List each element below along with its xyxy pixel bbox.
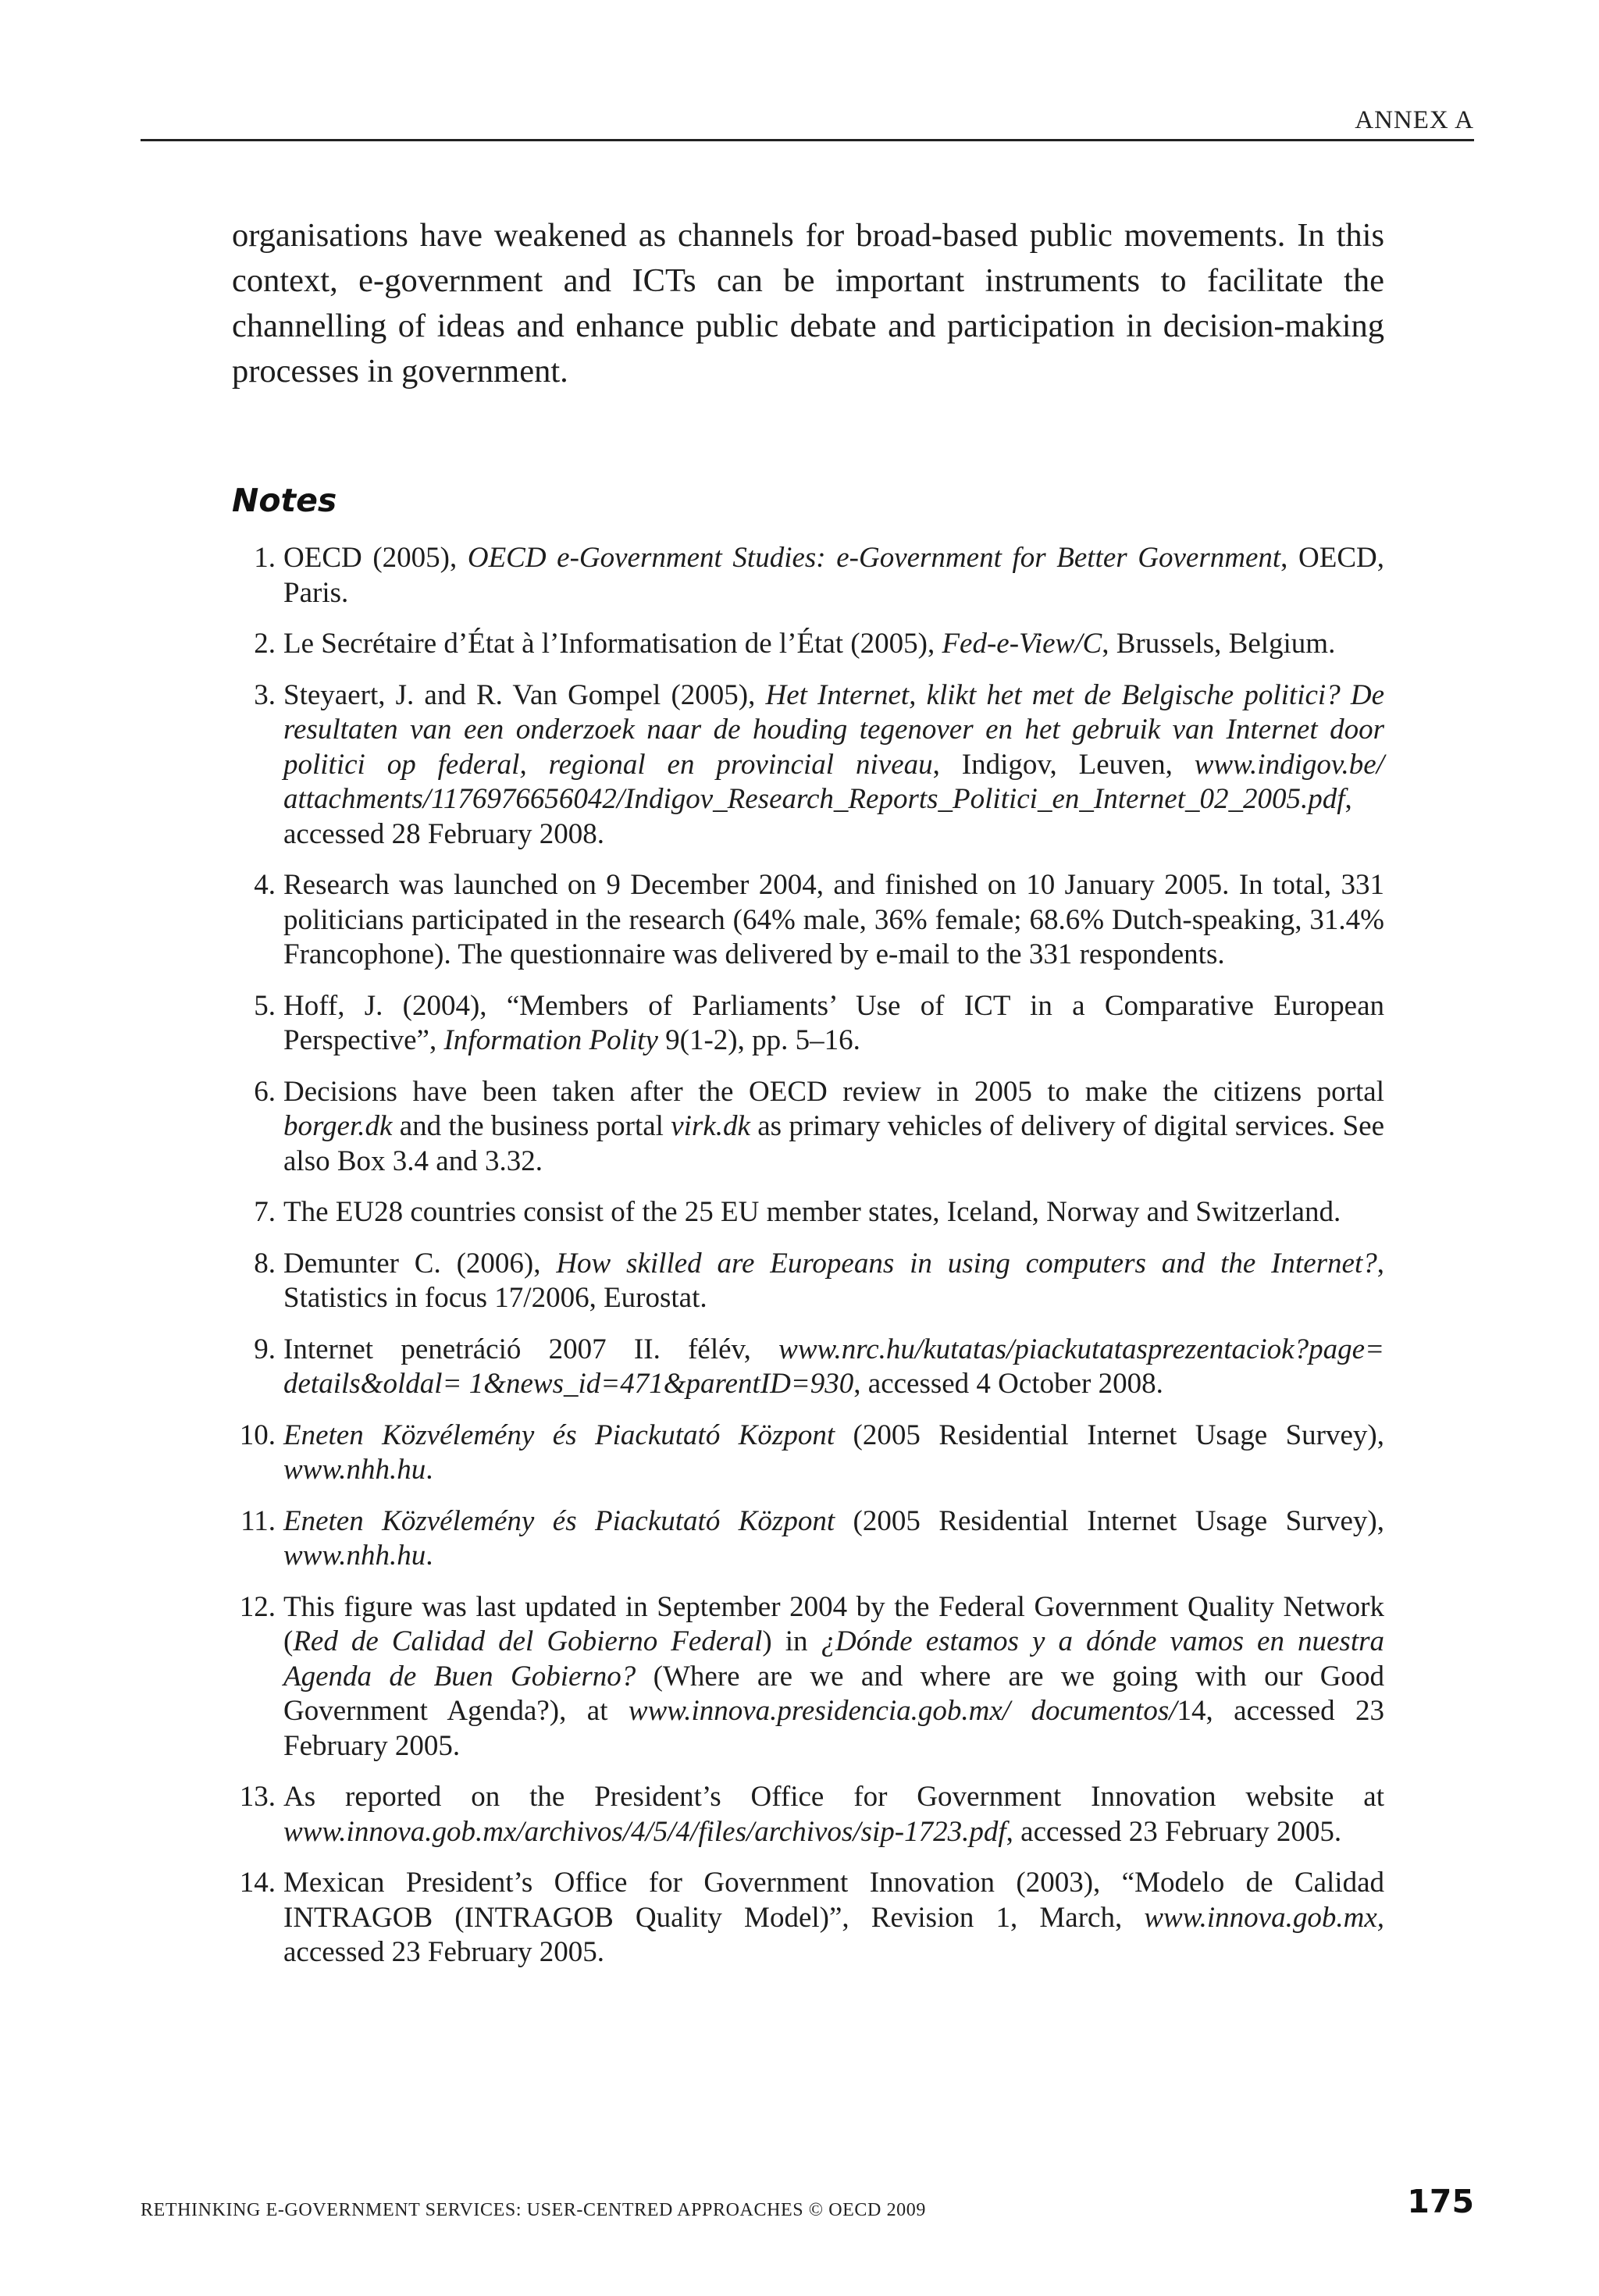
- note-segment: Mexican President’s Office for Government Innovation (2003), “Modelo de Calidad INTRAGOB (INTRAGOB Quality Model)”, Revision 1, March,: [283, 1867, 1384, 1934]
- note-italic-segment: Fed-e-View/C: [942, 628, 1102, 660]
- note-segment: and the business portal: [392, 1110, 671, 1142]
- note-text: [283, 869, 1384, 970]
- note-segment: Steyaert, J. and R. Van Gompel (2005),: [283, 678, 766, 711]
- note-segment: 14, accessed 23 February 2005.: [283, 1695, 1384, 1762]
- note-segment: , accessed 28 February 2008.: [283, 783, 1352, 850]
- note-item: [232, 1195, 1384, 1230]
- note-text: [283, 1076, 1384, 1177]
- note-segment: Research was launched on 9 December 2004, and finished on 10 January 2005. In total, 331 politicians participated in the research (64% male, 36% female; 68.6% Dutch-speaking, 31.4% Francophone). The questionnaire was delivered by e-mail to the 331 respondents.: [283, 869, 1384, 970]
- note-segment: (Where are we and where are we going with our Good Government Agenda?), at: [283, 1660, 1384, 1727]
- note-italic-segment: www.nhh.hu: [283, 1540, 426, 1572]
- note-text: [283, 542, 1384, 609]
- note-number: 11.: [240, 1504, 276, 1537]
- notes-heading: Notes: [232, 482, 337, 519]
- note-number: 12.: [239, 1590, 276, 1623]
- note-number: 4.: [254, 869, 276, 901]
- note-italic-segment: OECD e-Government Studies: e-Government for Better Government: [467, 542, 1281, 574]
- note-number: 8.: [254, 1247, 276, 1280]
- note-italic-segment: Eneten Közvélemény és Piackutató Központ: [283, 1419, 835, 1451]
- note-item: [232, 1247, 1384, 1316]
- note-number: 1.: [254, 542, 276, 574]
- footer-text: RETHINKING E-GOVERNMENT SERVICES: USER-CENTRED APPROACHES © OECD 2009: [141, 2200, 926, 2220]
- note-segment: , Statistics in focus 17/2006, Eurostat.: [283, 1247, 1384, 1314]
- note-segment: , Indigov, Leuven,: [932, 748, 1195, 781]
- note-text: [283, 628, 1335, 660]
- note-number: 9.: [254, 1333, 276, 1365]
- note-text: [283, 1591, 1384, 1762]
- note-number: 5.: [254, 989, 276, 1022]
- note-number: 3.: [254, 678, 276, 711]
- note-segment: Le Secrétaire d’État à l’Informatisation de l’État (2005),: [283, 628, 942, 660]
- page-number: 175: [1407, 2183, 1474, 2220]
- note-segment: accessed 23 February 2005.: [283, 1936, 604, 1968]
- note-segment: As reported on the President’s Office for Government Innovation website at: [283, 1781, 1384, 1813]
- note-italic-segment: www.nrc.hu/kutatas/piackutatasprezentaciok?page= details&oldal= 1&news_id=471&parentID=930: [283, 1333, 1384, 1400]
- note-item: [232, 868, 1384, 973]
- note-italic-segment: www.innova.gob.mx,: [1144, 1901, 1384, 1934]
- note-segment: This figure was last updated in September 2004 by the Federal Government Quality Network (: [283, 1590, 1384, 1657]
- header-rule: [141, 139, 1474, 141]
- note-item: [232, 1504, 1384, 1574]
- note-segment: .: [426, 1454, 433, 1486]
- note-text: [283, 990, 1384, 1057]
- note-italic-segment: Het Internet, klikt het met de Belgische politici? De resultaten van een onderzoek naar de houding tegenover en het gebruik van Internet door politici op federal, regional en provincial niveau: [283, 678, 1384, 781]
- note-number: 13.: [239, 1781, 276, 1813]
- notes-list: [232, 541, 1384, 1970]
- note-segment: Internet penetráció 2007 II. félév,: [283, 1333, 779, 1365]
- note-italic-segment: Red de Calidad del Gobierno Federal: [293, 1625, 763, 1657]
- note-segment: (2005 Residential Internet Usage Survey),: [835, 1504, 1384, 1537]
- note-italic-segment: ¿Dónde estamos y a dónde vamos en nuestra Agenda de Buen Gobierno?: [283, 1625, 1384, 1693]
- note-number: 10.: [239, 1419, 276, 1451]
- note-italic-segment: How skilled are Europeans in using computers and the Internet?: [556, 1247, 1377, 1280]
- note-segment: , Brussels, Belgium.: [1102, 628, 1336, 660]
- note-segment: ) in: [762, 1625, 821, 1657]
- note-italic-segment: Information Polity: [443, 1024, 658, 1056]
- note-segment: , OECD, Paris.: [283, 542, 1384, 609]
- note-text: [283, 1781, 1384, 1848]
- intro-paragraph: organisations have weakened as channels for broad-based public movements. In this context, e-government and ICTs can be important instruments to facilitate the channelling of ideas and enhance public debate and participation in decision-making processes in government.: [232, 217, 1384, 390]
- note-text: [283, 1419, 1384, 1486]
- note-number: 7.: [254, 1196, 276, 1228]
- note-italic-segment: www.indigov.be/ attachments/1176976656042/Indigov_Research_Reports_Politici_en_Internet_02_2005.pdf: [283, 748, 1384, 815]
- note-segment: OECD (2005),: [283, 542, 468, 574]
- note-item: [232, 1780, 1384, 1849]
- note-number: 6.: [254, 1075, 276, 1108]
- note-number: 2.: [254, 628, 276, 660]
- note-item: [232, 1419, 1384, 1488]
- note-text: [283, 1505, 1384, 1572]
- note-item: [232, 541, 1384, 610]
- note-italic-segment: www.innova.gob.mx/archivos/4/5/4/files/archivos/sip-1723.pdf: [283, 1815, 1006, 1848]
- note-text: [283, 1196, 1341, 1228]
- note-item: [232, 1075, 1384, 1180]
- running-header: ANNEX A: [1355, 106, 1474, 134]
- note-segment: , accessed 4 October 2008.: [853, 1368, 1163, 1400]
- note-segment: The EU28 countries consist of the 25 EU member states, Iceland, Norway and Switzerland.: [283, 1196, 1341, 1228]
- note-text: [283, 1333, 1384, 1401]
- note-segment: Decisions have been taken after the OECD review in 2005 to make the citizens portal: [283, 1075, 1384, 1108]
- note-segment: .: [426, 1540, 433, 1572]
- note-segment: Hoff, J. (2004), “Members of Parliaments’ Use of ICT in a Comparative European Perspective”,: [283, 989, 1384, 1056]
- note-italic-segment: borger.dk: [283, 1110, 393, 1142]
- note-italic-segment: www.nhh.hu: [283, 1454, 426, 1486]
- note-segment: 9(1-2), pp. 5–16.: [657, 1024, 860, 1056]
- note-item: [232, 1866, 1384, 1970]
- note-italic-segment: virk.dk: [671, 1110, 750, 1142]
- note-item: [232, 627, 1384, 662]
- note-segment: , accessed 23 February 2005.: [1006, 1815, 1342, 1848]
- note-text: [283, 1867, 1384, 1968]
- note-segment: Demunter C. (2006),: [283, 1247, 557, 1280]
- note-segment: (2005 Residential Internet Usage Survey),: [835, 1419, 1384, 1451]
- note-number: 14.: [239, 1867, 276, 1899]
- note-text: [283, 1248, 1384, 1315]
- note-item: [232, 678, 1384, 853]
- note-item: [232, 989, 1384, 1059]
- note-item: [232, 1590, 1384, 1764]
- note-segment: as primary vehicles of delivery of digital services. See also Box 3.4 and 3.32.: [283, 1110, 1385, 1177]
- note-text: [283, 679, 1384, 850]
- note-italic-segment: www.innova.presidencia.gob.mx/ documentos/: [628, 1695, 1177, 1727]
- note-item: [232, 1333, 1384, 1402]
- page-content: [232, 213, 1384, 1987]
- note-italic-segment: Eneten Közvélemény és Piackutató Központ: [283, 1504, 835, 1537]
